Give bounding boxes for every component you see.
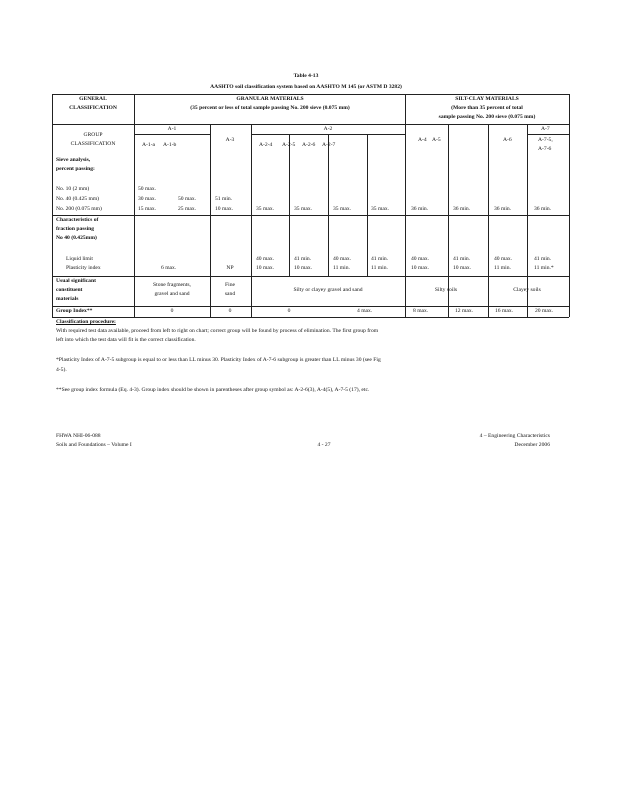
- procedure-line-2: left into which the test data will fit is the correct classification.: [56, 337, 196, 343]
- group-index-note: **See group index formula (Eq. 4-3). Group index should be shown in parentheses after group symbol as: A-2-6(3), A-4(5), A-7-5 (17), etc.: [56, 387, 370, 393]
- group-a25: A-2-5: [282, 142, 296, 148]
- col-sep-a26-a27: [367, 134, 368, 276]
- percent-passing-label: percent passing:: [56, 166, 95, 172]
- a2-group-index-left: 0: [287, 308, 291, 314]
- a4-ll: 40 max.: [411, 256, 430, 262]
- a7-sub-line: [527, 134, 569, 135]
- granular-subheading: (35 percent or less of total sample passing No. 200 sieve (0.075 mm): [190, 105, 350, 111]
- a1a-no10: 50 max.: [138, 186, 157, 192]
- a3-materials-1: Fine: [225, 282, 235, 288]
- a2-materials: Silty or clayey gravel and sand: [293, 287, 363, 293]
- a3-group-index: 0: [228, 308, 232, 314]
- materials-label-2: constituent: [56, 287, 83, 293]
- a26-no200: 35 max.: [333, 206, 352, 212]
- table-bottom-border: [52, 317, 569, 318]
- col-sep-a25-a26: [328, 134, 329, 276]
- a1-sub-line: [134, 134, 210, 135]
- row-sep-sieve: [52, 215, 569, 216]
- a7-group-index: 20 max.: [535, 308, 554, 314]
- group-a4: A-4: [418, 137, 427, 143]
- a5-ll: 41 min.: [453, 256, 471, 262]
- a26-ll: 40 max.: [333, 256, 352, 262]
- characteristics-label: Characteristics of: [56, 217, 99, 223]
- group-index-label: Group Index**: [56, 308, 93, 314]
- sieve-analysis-label: Sieve analysis,: [56, 157, 91, 163]
- a6-pi: 11 min.: [494, 265, 511, 271]
- a7-no200: 36 min.: [534, 206, 552, 212]
- classification-label: CLASSIFICATION: [69, 105, 117, 111]
- row-sep-header: [52, 124, 569, 125]
- a26-pi: 11 min.: [333, 265, 350, 271]
- materials-label-3: materials: [56, 296, 79, 302]
- a45-materials: Silty soils: [434, 287, 458, 293]
- a1-pi: 6 max.: [161, 265, 177, 271]
- group-a27: A-2-7: [322, 142, 336, 148]
- a6-group-index: 16 max.: [495, 308, 514, 314]
- col-sep-a5-a6: [488, 124, 489, 317]
- group-a1a: A-1-a: [142, 142, 156, 148]
- a67-materials: Clayey soils: [513, 287, 541, 293]
- footer-right-1: 4 – Engineering Characteristics: [479, 433, 550, 439]
- a24-no200: 35 max.: [256, 206, 275, 212]
- group-a24: A-2-4: [259, 142, 273, 148]
- plasticity-note-1: *Plasticity Index of A-7-5 subgroup is equal to or less than LL minus 30. Plasticity Index of A-7-6 subgroup is greater than LL minus 30 (see Fig: [56, 357, 381, 363]
- a3-no200: 10 max.: [215, 206, 234, 212]
- col-sep-a1-a3: [210, 124, 211, 317]
- col-sep-a24-a25: [289, 134, 290, 276]
- sieve-no40: No. 40 (0.425 mm): [56, 196, 100, 202]
- col-sep-a3-a2: [251, 124, 252, 317]
- a4-pi: 10 max.: [411, 265, 430, 271]
- siltclay-subheading-1: (More than 35 percent of total: [451, 105, 523, 111]
- a27-ll: 41 min.: [371, 256, 389, 262]
- row-sep-materials: [52, 306, 569, 307]
- a25-no200: 35 max.: [294, 206, 313, 212]
- general-label: GENERAL: [79, 96, 107, 102]
- plasticity-index-label: Plasticity index: [66, 265, 101, 271]
- col-sep-general: [134, 94, 135, 317]
- a3-no40: 51 min.: [215, 196, 233, 202]
- col-sep-siltclay: [405, 94, 406, 317]
- plasticity-note-2: 4-5).: [56, 367, 67, 373]
- a27-pi: 11 min.: [371, 265, 388, 271]
- table-top-border: [52, 94, 569, 95]
- group-a76: A-7-6: [538, 146, 552, 152]
- procedure-line-1: With required test data available, proceed from left to right on chart; correct group will be found by process of elimination. The first group from: [56, 328, 379, 334]
- group-label: GROUP: [83, 132, 103, 138]
- procedure-title: Classification procedure:: [56, 319, 116, 325]
- a5-no200: 36 min.: [453, 206, 471, 212]
- group-a75: A-7-5,: [538, 137, 553, 143]
- a5-group-index: 12 max.: [455, 308, 474, 314]
- a4-group-index: 8 max.: [413, 308, 429, 314]
- sieve-no200: No. 200 (0.075 mm): [56, 206, 102, 212]
- a6-ll: 40 max.: [494, 256, 513, 262]
- siltclay-heading: SILT-CLAY MATERIALS: [455, 96, 519, 102]
- a1b-no40: 50 max.: [178, 196, 197, 202]
- a27-no200: 35 max.: [371, 206, 390, 212]
- group-a1b: A-1-b: [163, 142, 177, 148]
- table-caption: AASHTO soil classification system based on AASHTO M 145 (or ASTM D 3282): [210, 84, 402, 90]
- liquid-limit-label: Liquid limit: [66, 256, 93, 262]
- group-a7: A-7: [541, 126, 550, 132]
- group-a6: A-6: [503, 137, 512, 143]
- group-a26: A-2-6: [302, 142, 316, 148]
- group-a3: A-3: [225, 137, 235, 143]
- a7-pi: 11 min.*: [534, 265, 554, 271]
- a1-materials-2: gravel and sand: [154, 291, 190, 297]
- materials-label-1: Usual significant: [56, 278, 96, 284]
- table-left-border: [52, 94, 53, 317]
- group-a2: A-2: [323, 126, 333, 132]
- row-sep-fraction: [52, 276, 569, 277]
- a1a-no40: 30 max.: [138, 196, 157, 202]
- a1a-no200: 15 max.: [138, 206, 157, 212]
- a2-group-index-right: 4 max.: [357, 308, 373, 314]
- fraction-passing-label: fraction passing: [56, 226, 95, 232]
- a1-group-index: 0: [170, 308, 174, 314]
- a24-ll: 40 max.: [256, 256, 275, 262]
- a3-materials-2: sand: [224, 291, 236, 297]
- table-number: Table 4-13: [293, 73, 319, 79]
- footer-right-2: December 2006: [514, 442, 550, 448]
- footer-left-2: Soils and Foundations – Volume I: [56, 442, 132, 448]
- sieve-no10: No. 10 (2 mm): [56, 186, 90, 192]
- a1-materials-1: Stone fragments,: [153, 282, 191, 288]
- table-right-border: [569, 94, 570, 317]
- page-number: 4 - 27: [317, 442, 331, 448]
- a7-ll: 41 min.: [534, 256, 552, 262]
- a25-ll: 41 min.: [294, 256, 312, 262]
- siltclay-subheading-2: sample passing No. 200 sieve (0.075 mm): [438, 114, 536, 120]
- footer-left-1: FHWA NHI-06-088: [56, 433, 101, 439]
- a24-pi: 10 max.: [256, 265, 275, 271]
- granular-heading: GRANULAR MATERIALS: [236, 96, 304, 102]
- a25-pi: 10 max.: [294, 265, 313, 271]
- a5-pi: 10 max.: [453, 265, 472, 271]
- a1b-no200: 25 max.: [178, 206, 197, 212]
- group-classification-label: CLASSIFICATION: [70, 141, 116, 147]
- a3-pi: NP: [226, 265, 234, 271]
- no40-label: No 40 (0.425mm): [56, 235, 97, 241]
- group-a5: A-5: [432, 137, 441, 143]
- a6-no200: 36 min.: [494, 206, 512, 212]
- group-a1: A-1: [167, 126, 177, 132]
- a4-no200: 36 min.: [411, 206, 429, 212]
